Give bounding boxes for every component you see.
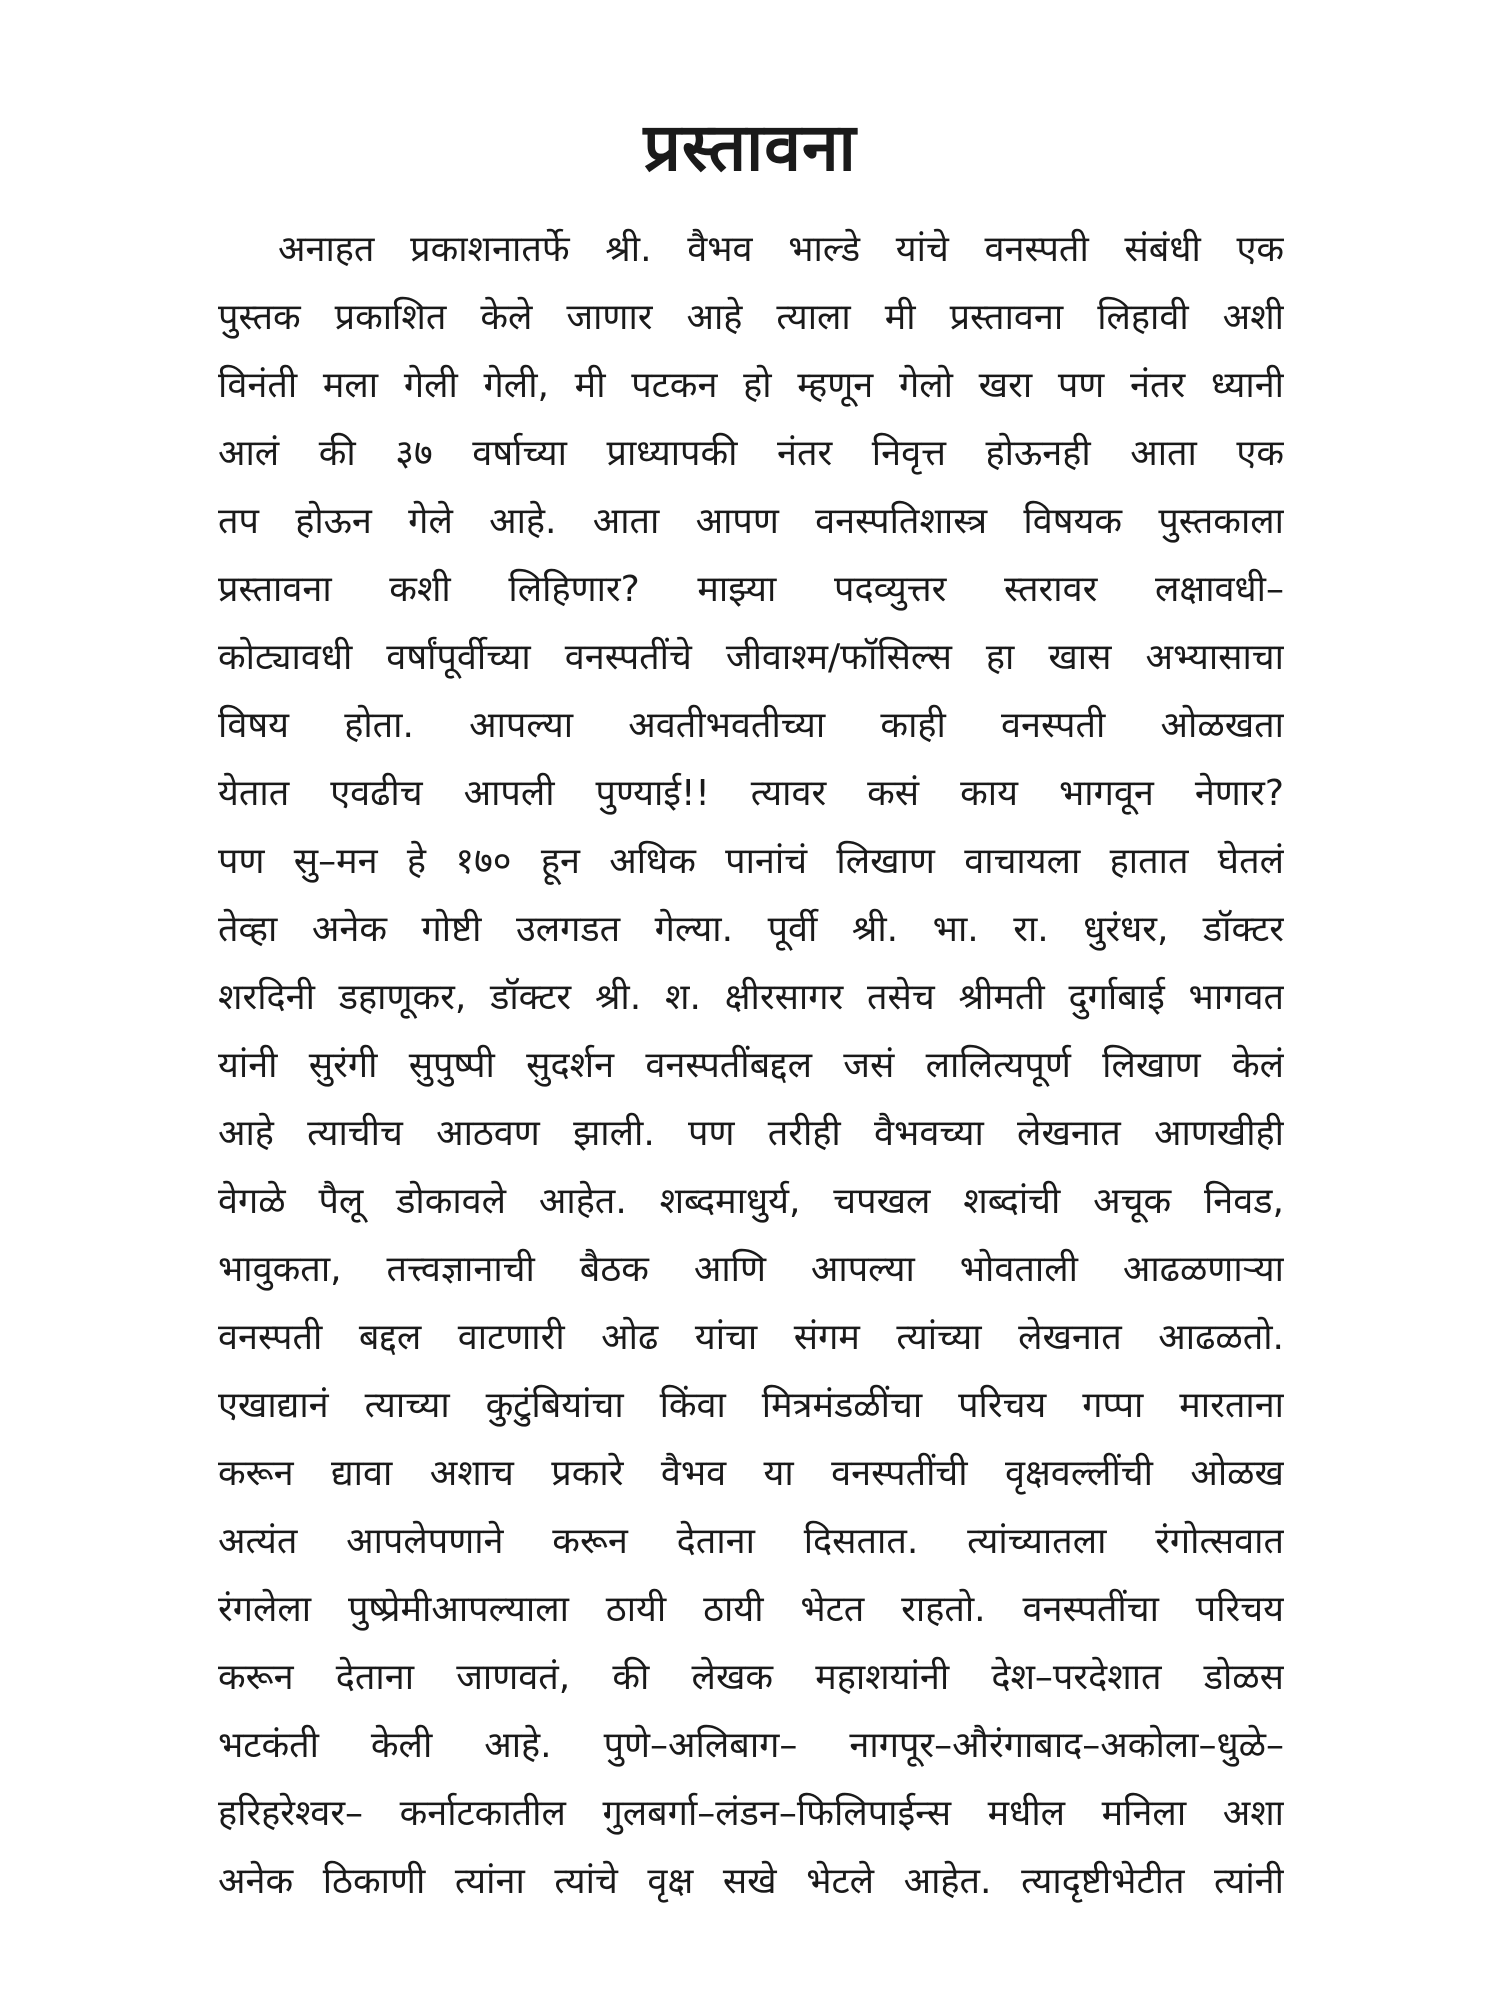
text-line: करून द्यावा अशाच प्रकारे वैभव या वनस्पतींची वृक्षवल्लींची ओळख [218,1453,1284,1494]
text-line: यांनी सुरंगी सुपुष्पी सुदर्शन वनस्पतींबद्दल जसं लालित्यपूर्ण लिखाण केलं [218,1045,1284,1086]
text-line: रंगलेला पुष्प्रेमीआपल्याला ठायी ठायी भेटत राहतो. वनस्पतींचा परिचय [218,1589,1284,1630]
text-line: अनेक ठिकाणी त्यांना त्यांचे वृक्ष सखे भेटले आहेत. त्यादृष्टीभेटीत त्यांनी [218,1861,1284,1902]
text-line: शरदिनी डहाणूकर, डॉक्टर श्री. श. क्षीरसागर तसेच श्रीमती दुर्गाबाई भागवत [218,977,1284,1018]
text-line: अनाहत प्रकाशनातर्फे श्री. वैभव भाल्डे यांचे वनस्पती संबंधी एक [278,229,1284,270]
text-line: विनंती मला गेली गेली, मी पटकन हो म्हणून गेलो खरा पण नंतर ध्यानी [218,365,1284,406]
text-line: भटकंती केली आहे. पुणे–अलिबाग– नागपूर–औरंगाबाद–अकोला–धुळे– [218,1725,1284,1766]
text-line: पण सु–मन हे १७० हून अधिक पानांचं लिखाण वाचायला हातात घेतलं [218,841,1284,882]
text-line: भावुकता, तत्त्वज्ञानाची बैठक आणि आपल्या भोवताली आढळणाऱ्या [218,1249,1284,1290]
text-line: तेव्हा अनेक गोष्टी उलगडत गेल्या. पूर्वी श्री. भा. रा. धुरंधर, डॉक्टर [218,909,1284,950]
page-title: प्रस्तावना [643,109,857,186]
text-line: कोट्यावधी वर्षांपूर्वीच्या वनस्पतींचे जीवाश्म/फॉसिल्स हा खास अभ्यासाचा [218,637,1284,678]
text-line: आलं की ३७ वर्षाच्या प्राध्यापकी नंतर निवृत्त होऊनही आता एक [218,433,1284,474]
text-line: आहे त्याचीच आठवण झाली. पण तरीही वैभवच्या लेखनात आणखीही [218,1113,1284,1154]
text-line: अत्यंत आपलेपणाने करून देताना दिसतात. त्यांच्यातला रंगोत्सवात [218,1521,1284,1562]
text-line: विषय होता. आपल्या अवतीभवतीच्या काही वनस्पती ओळखता [218,705,1284,746]
text-line: प्रस्तावना कशी लिहिणार? माझ्या पदव्युत्तर स्तरावर लक्षावधी– [218,569,1284,610]
text-line: तप होऊन गेले आहे. आता आपण वनस्पतिशास्त्र विषयक पुस्तकाला [218,501,1284,542]
text-line: एखाद्यानं त्याच्या कुटुंबियांचा किंवा मित्रमंडळींचा परिचय गप्पा मारताना [218,1385,1284,1426]
preface-body [218,216,1284,1916]
text-line: येतात एवढीच आपली पुण्याई!! त्यावर कसं काय भागवून नेणार? [218,773,1284,814]
text-line: पुस्तक प्रकाशित केले जाणार आहे त्याला मी प्रस्तावना लिहावी अशी [218,297,1284,338]
text-line: करून देताना जाणवतं, की लेखक महाशयांनी देश–परदेशात डोळस [218,1657,1284,1698]
text-line: हरिहरेश्वर– कर्नाटकातील गुलबर्गा–लंडन–फिलिपाईन्स मधील मनिला अशा [218,1793,1284,1834]
text-line: वेगळे पैलू डोकावले आहेत. शब्दमाधुर्य, चपखल शब्दांची अचूक निवड, [218,1181,1284,1222]
text-line: वनस्पती बद्दल वाटणारी ओढ यांचा संगम त्यांच्या लेखनात आढळतो. [218,1317,1284,1358]
